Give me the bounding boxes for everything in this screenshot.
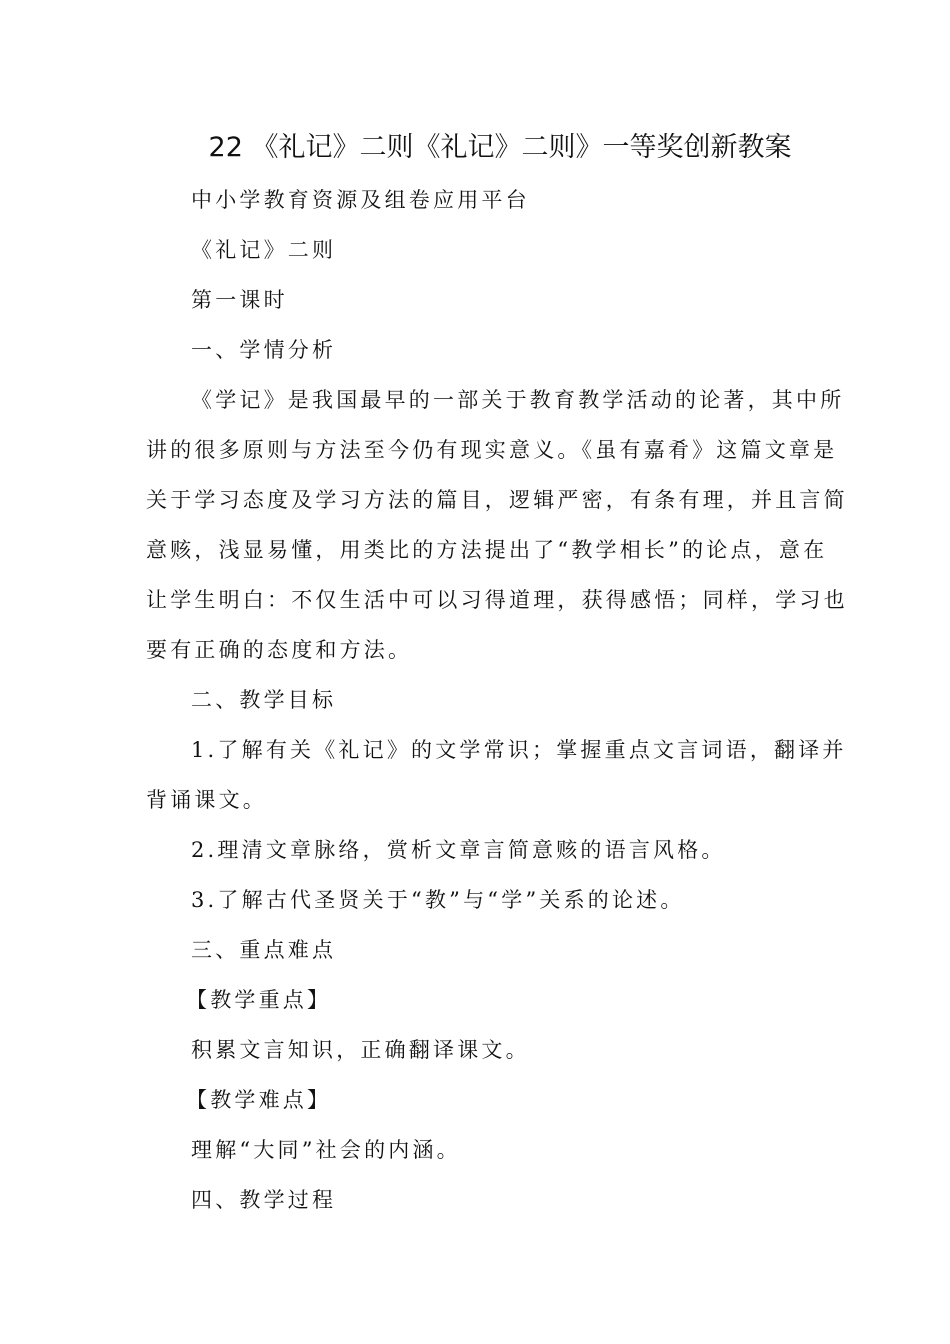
difficulty-text: 理解“大同”社会的内涵。 <box>191 1138 461 1162</box>
paragraph-line: 要有正确的态度和方法。 <box>146 638 413 662</box>
paragraph-line: 《学记》是我国最早的一部关于教育教学活动的论著，其中所 <box>191 388 845 412</box>
goal-item: 3.了解古代圣贤关于“教”与“学”关系的论述。 <box>191 888 685 912</box>
lesson-heading: 《礼记》二则 <box>191 238 337 262</box>
subheading-difficulty: 【教学难点】 <box>186 1088 332 1112</box>
goal-item: 1.了解有关《礼记》的文学常识；掌握重点文言词语，翻译并 <box>191 738 847 762</box>
section-heading-goals: 二、教学目标 <box>191 688 337 712</box>
section-heading-key-points: 三、重点难点 <box>191 938 337 962</box>
class-period: 第一课时 <box>191 288 288 312</box>
platform-name: 中小学教育资源及组卷应用平台 <box>191 188 530 212</box>
paragraph-line: 让学生明白：不仅生活中可以习得道理，获得感悟；同样，学习也 <box>146 588 848 612</box>
paragraph-line: 意赅，浅显易懂，用类比的方法提出了“教学相长”的论点，意在 <box>146 538 828 562</box>
paragraph-line: 关于学习态度及学习方法的篇目，逻辑严密，有条有理，并且言简 <box>146 488 848 512</box>
paragraph-line: 讲的很多原则与方法至今仍有现实意义。《虽有嘉肴》这篇文章是 <box>146 438 838 462</box>
section-heading-process: 四、教学过程 <box>191 1188 337 1212</box>
section-heading-analysis: 一、学情分析 <box>191 338 337 362</box>
goal-item-continued: 背诵课文。 <box>146 788 267 812</box>
subheading-key-point: 【教学重点】 <box>186 988 332 1012</box>
key-point-text: 积累文言知识，正确翻译课文。 <box>191 1038 530 1062</box>
goal-item: 2.理清文章脉络，赏析文章言简意赅的语言风格。 <box>191 838 726 862</box>
document-title: 22 《礼记》二则《礼记》二则》一等奖创新教案 <box>208 132 792 163</box>
